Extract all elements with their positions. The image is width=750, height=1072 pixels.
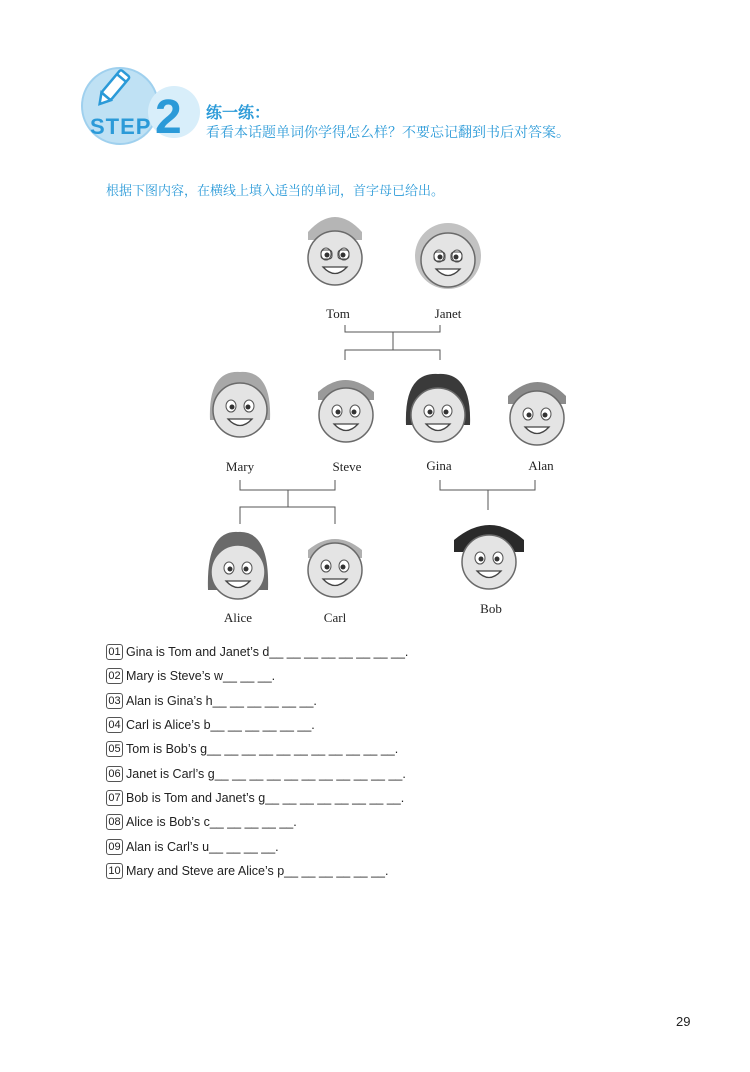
instruction-text: 根据下图内容，在横线上填入适当的单词，首字母已给出。: [106, 184, 445, 199]
question-item: [106, 761, 666, 785]
question-text: Janet is Carl’s g__ __ __ __ __ __ __ __ __ __ __.: [126, 766, 406, 781]
name-gina: Gina: [426, 458, 452, 473]
name-steve: Steve: [332, 459, 362, 474]
alice-portrait: [208, 532, 268, 599]
question-text: Carl is Alice’s b__ __ __ __ __ __.: [126, 718, 315, 733]
gina-portrait: [406, 374, 470, 442]
question-number: 07: [106, 790, 123, 806]
question-number: 04: [106, 717, 123, 733]
name-janet: Janet: [434, 306, 462, 321]
question-number: 05: [106, 741, 123, 757]
question-item: [106, 786, 666, 810]
grandparents-connector: [345, 325, 440, 360]
tom-portrait: [308, 217, 362, 285]
question-text: Alan is Carl’s u__ __ __ __.: [126, 839, 279, 854]
question-item: [106, 664, 666, 688]
question-number: 01: [106, 644, 123, 660]
step-badge: [72, 62, 202, 162]
name-bob: Bob: [480, 601, 502, 616]
question-item: [106, 689, 666, 713]
alan-portrait: [508, 382, 566, 445]
steve-portrait: [318, 380, 374, 442]
practice-subtitle: 看看本话题单词你学得怎么样？不要忘记翻到书后对答案。: [206, 125, 570, 141]
parents-connector-left: [240, 480, 335, 524]
question-number: 02: [106, 668, 123, 684]
janet-portrait: [415, 223, 481, 289]
carl-portrait: [308, 539, 362, 597]
question-item: [106, 640, 666, 664]
question-text: Mary is Steve’s w__ __ __.: [126, 669, 276, 684]
name-tom: Tom: [326, 306, 350, 321]
question-number: 06: [106, 766, 123, 782]
question-item: [106, 834, 666, 858]
page-number: 29: [676, 1014, 691, 1029]
name-mary: Mary: [225, 459, 255, 474]
question-list: [106, 640, 666, 883]
question-text: Alice is Bob’s c__ __ __ __ __.: [126, 815, 297, 830]
question-text: Tom is Bob’s g__ __ __ __ __ __ __ __ __ __ __.: [126, 742, 399, 757]
parents-connector-right: [440, 480, 535, 510]
question-item: [106, 859, 666, 883]
question-text: Mary and Steve are Alice’s p__ __ __ __ __ __.: [126, 863, 389, 878]
question-number: 08: [106, 814, 123, 830]
name-alan: Alan: [528, 458, 554, 473]
question-text: Gina is Tom and Janet’s d__ __ __ __ __ __ __ __.: [126, 645, 409, 660]
step-label: STEP: [90, 114, 152, 139]
question-number: 10: [106, 863, 123, 879]
mary-portrait: [210, 372, 270, 437]
practice-title: 练一练：: [206, 103, 271, 122]
bob-portrait: [454, 525, 524, 589]
question-number: 03: [106, 693, 123, 709]
name-carl: Carl: [323, 610, 347, 625]
question-item: [106, 737, 666, 761]
question-item: [106, 713, 666, 737]
step-number: 2: [155, 91, 182, 144]
name-alice: Alice: [223, 610, 253, 625]
family-tree: [190, 210, 570, 630]
question-item: [106, 810, 666, 834]
question-text: Alan is Gina’s h__ __ __ __ __ __.: [126, 693, 317, 708]
question-text: Bob is Tom and Janet’s g__ __ __ __ __ __ __ __.: [126, 790, 405, 805]
question-number: 09: [106, 839, 123, 855]
